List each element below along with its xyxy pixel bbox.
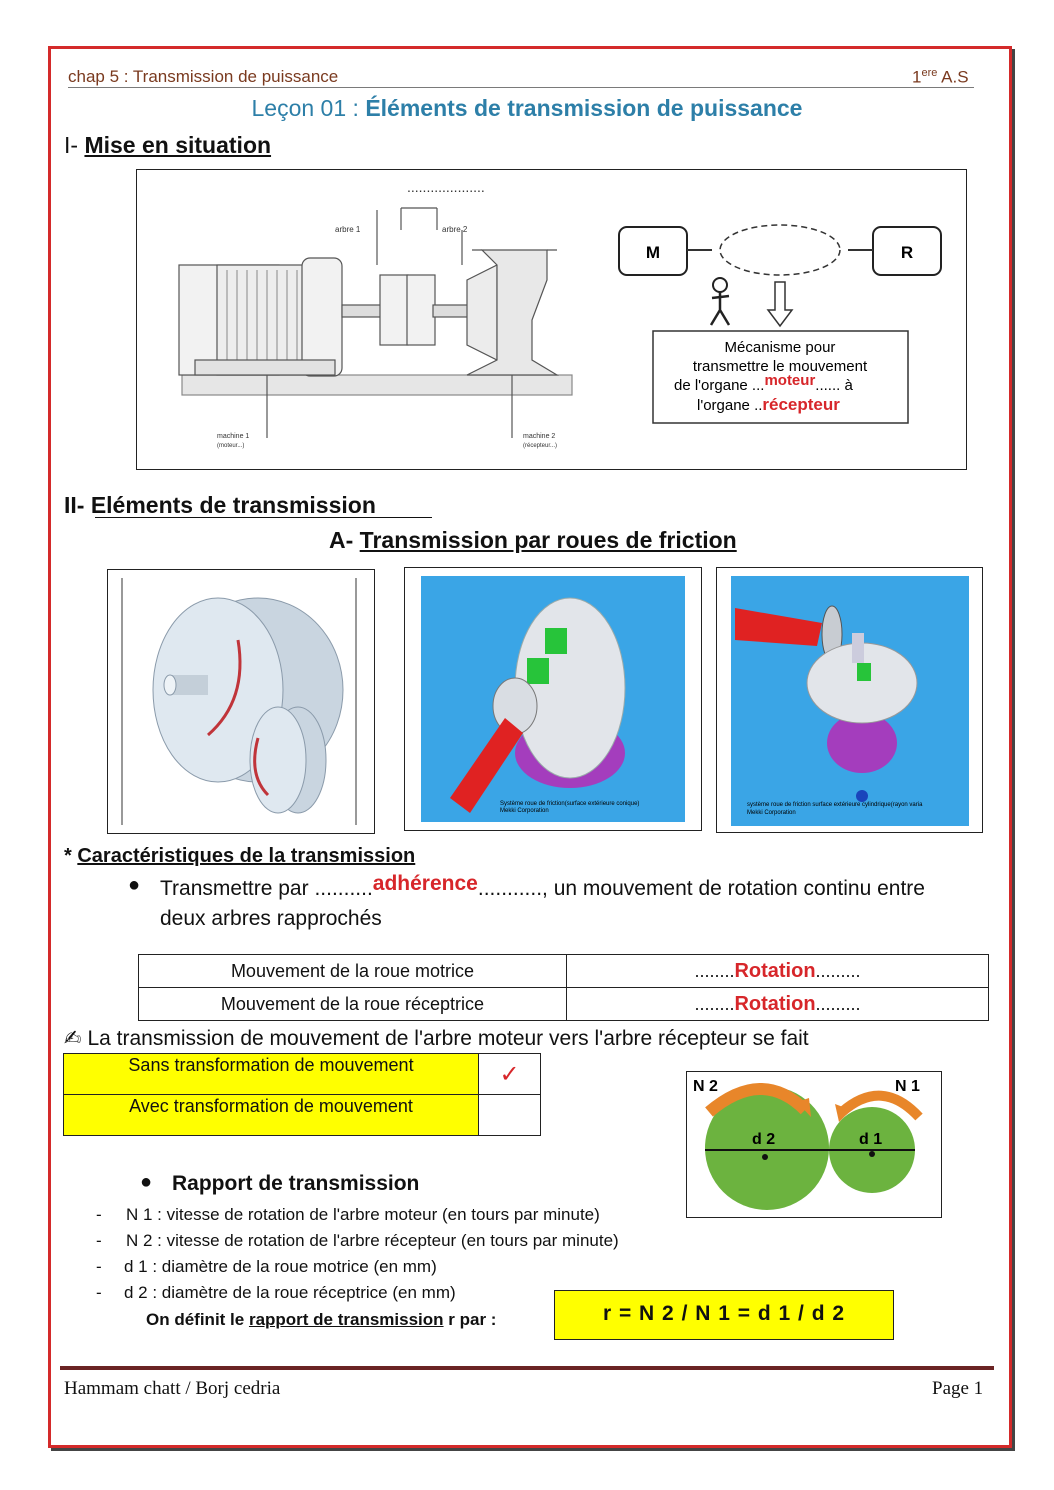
motion-table: [138, 954, 989, 1021]
section1-heading: I- Mise en situation: [64, 132, 272, 158]
motion-label: Mouvement de la roue motrice: [139, 955, 567, 988]
section2-heading: II- Eléments de transmission: [64, 492, 376, 518]
bullet-dot: ●: [128, 874, 141, 896]
ratio-definitions: [96, 1202, 619, 1306]
situation-figure: [136, 169, 967, 470]
list-item: - d 2 : diamètre de la roue réceptrice (en mm): [96, 1283, 456, 1302]
conical-friction-image: [404, 567, 702, 831]
footer-school: Hammam chatt / Borj cedria: [64, 1378, 281, 1399]
motion-value: ........Rotation.........: [567, 988, 989, 1021]
img2-caption1: Système roue de friction(surface extérieure conique): [500, 801, 640, 807]
table-row: [64, 1095, 541, 1136]
lesson-title: Leçon 01 : Éléments de transmission de puissance: [251, 95, 803, 121]
bullet-dot: ●: [140, 1171, 153, 1193]
characteristics-heading: * Caractéristiques de la transmission: [64, 845, 416, 867]
cylindrical-friction-image: [716, 567, 983, 833]
motion-label: Mouvement de la roue réceptrice: [139, 988, 567, 1021]
desc-line3: de l'organe ...moteur...... à: [674, 372, 853, 394]
dots-label: ....................: [407, 179, 485, 195]
section2-underline: [372, 517, 432, 518]
table-row: [139, 988, 989, 1021]
receiver-box-label: R: [900, 243, 914, 262]
n1-label: N 1: [895, 1078, 920, 1095]
characteristics-bullet: Transmettre par ..........adhérence..........., un mouvement de rotation continu entre deux arbres rapprochés: [160, 872, 925, 930]
wheels-diagram: [686, 1071, 942, 1218]
chapter-title: chap 5 : Transmission de puissance: [68, 67, 339, 86]
arbre1-label: arbre 1: [335, 225, 361, 234]
d2-label: d 2: [752, 1131, 776, 1148]
transfer-options-table: [63, 1053, 541, 1136]
writing-hand-icon: ✍: [64, 1027, 82, 1050]
machine2-sub: (récepteur...): [523, 443, 558, 449]
footer-rule: [60, 1366, 994, 1370]
motor-box-label: M: [645, 243, 661, 262]
n2-label: N 2: [693, 1078, 718, 1095]
cylinder-wheels-image: [107, 569, 375, 834]
desc-line4: l'organe ..récepteur: [697, 395, 840, 414]
option-sans: Sans transformation de mouvement: [64, 1054, 479, 1095]
ratio-heading: Rapport de transmission: [172, 1172, 420, 1195]
motion-value: ........Rotation.........: [567, 955, 989, 988]
machine-diagram: [137, 170, 966, 469]
class-level: 1ere A.S: [912, 67, 969, 87]
machine1-sub: (moteur...): [217, 443, 245, 449]
check-icon[interactable]: ✓: [479, 1054, 541, 1095]
list-item: - d 1 : diamètre de la roue motrice (en mm): [96, 1257, 437, 1276]
list-item: - N 2 : vitesse de rotation de l'arbre récepteur (en tours par minute): [96, 1231, 619, 1250]
img3-caption2: Mekki Corporation: [747, 810, 796, 816]
table-row: [64, 1054, 541, 1095]
option-avec: Avec transformation de mouvement: [64, 1095, 479, 1136]
transfer-statement: ✍ La transmission de mouvement de l'arbre moteur vers l'arbre récepteur se fait: [64, 1027, 809, 1050]
d1-label: d 1: [859, 1131, 883, 1148]
ratio-definition: On définit le rapport de transmission r par :: [146, 1310, 497, 1329]
machine2-label: machine 2: [523, 433, 556, 440]
empty-checkbox[interactable]: [479, 1095, 541, 1136]
section2-underline-b: [95, 517, 373, 518]
desc-line1: Mécanisme pour: [724, 339, 836, 356]
machine1-label: machine 1: [217, 433, 250, 440]
footer-page: Page 1: [932, 1378, 984, 1399]
ratio-formula: r = N 2 / N 1 = d 1 / d 2: [554, 1290, 894, 1340]
img2-caption2: Mekki Corporation: [500, 808, 549, 814]
arbre2-label: arbre 2: [442, 225, 468, 234]
img3-caption1: système roue de friction surface extérieure cylindrique(rayon varia: [747, 802, 923, 808]
header-rule: [68, 87, 974, 88]
table-row: [139, 955, 989, 988]
desc-line2: transmettre le mouvement: [692, 358, 868, 375]
subsection-a-heading: A- Transmission par roues de friction: [329, 527, 737, 553]
list-item: - N 1 : vitesse de rotation de l'arbre moteur (en tours par minute): [96, 1205, 600, 1224]
